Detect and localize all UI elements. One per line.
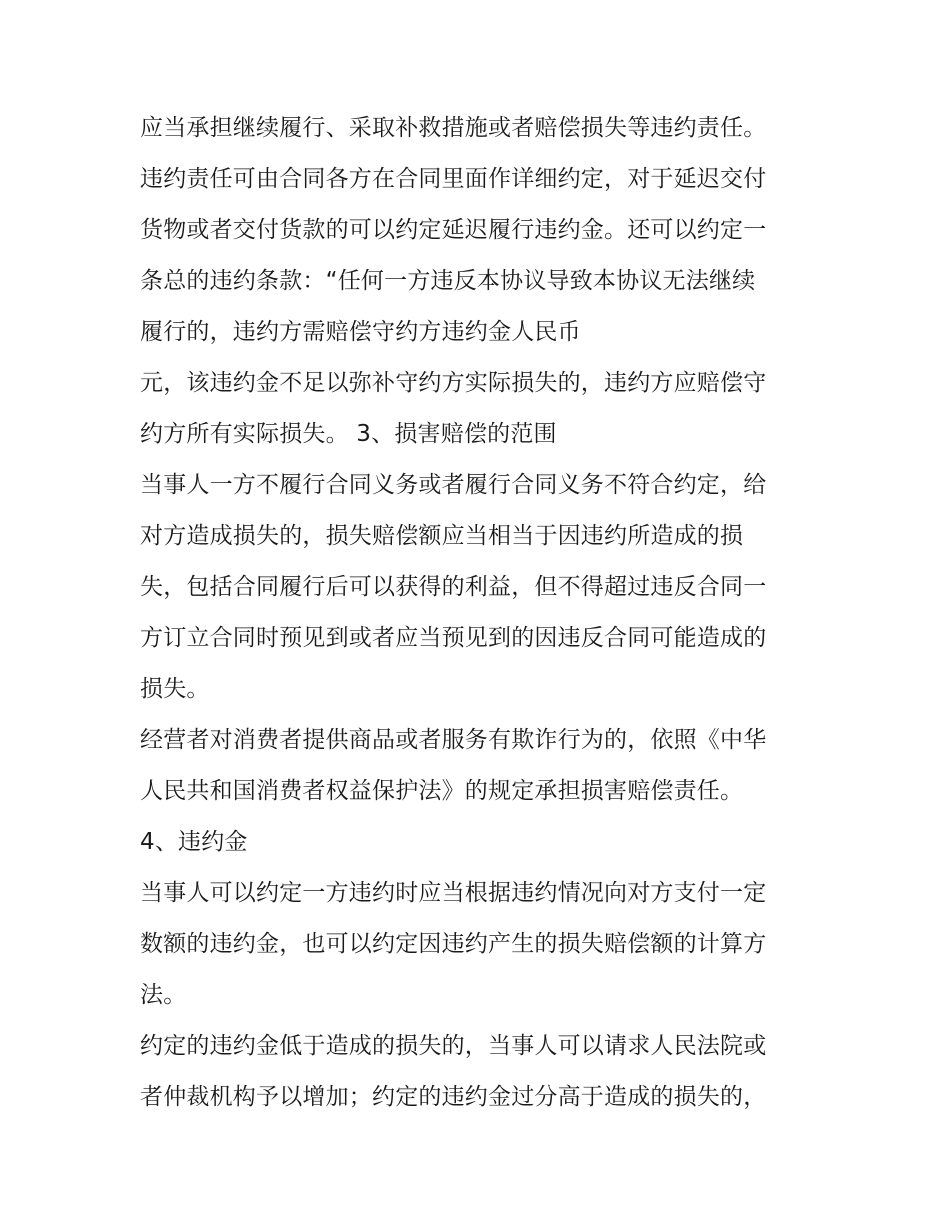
text-line: 人民共和国消费者权益保护法》的规定承担损害赔偿责任。	[140, 778, 744, 804]
text-line: 方订立合同时预见到或者应当预见到的因违反合同可能造成的	[140, 625, 767, 651]
text-line: 数额的违约金，也可以约定因违约产生的损失赔偿额的计算方	[140, 931, 767, 957]
text-line: 损失。	[140, 676, 210, 702]
text-line: 经营者对消费者提供商品或者服务有欺诈行为的，依照《中华	[140, 727, 767, 753]
text-line: 约定的违约金低于造成的损失的，当事人可以请求人民法院或	[140, 1033, 767, 1059]
text-line: 法。	[140, 982, 187, 1008]
section-heading: 4、违约金	[140, 829, 248, 855]
text-line: 当事人可以约定一方违约时应当根据违约情况向对方支付一定	[140, 880, 767, 906]
text-line: 违约责任可由合同各方在合同里面作详细约定，对于延迟交付	[140, 166, 767, 192]
text-line: 应当承担继续履行、采取补救措施或者赔偿损失等违约责任。	[140, 115, 767, 141]
text-line: 履行的，违约方需赔偿守约方违约金人民币	[140, 319, 581, 345]
text-line: 条总的违约条款：“任何一方违反本协议导致本协议无法继续	[140, 268, 756, 294]
document-body	[140, 103, 820, 1123]
text-line: 者仲裁机构予以增加；约定的违约金过分高于造成的损失的，	[140, 1084, 767, 1110]
text-line: 约方所有实际损失。 3、损害赔偿的范围	[140, 421, 557, 447]
text-line: 货物或者交付货款的可以约定延迟履行违约金。还可以约定一	[140, 217, 767, 243]
text-line: 元，该违约金不足以弥补守约方实际损失的，违约方应赔偿守	[140, 370, 767, 396]
text-line: 对方造成损失的，损失赔偿额应当相当于因违约所造成的损	[140, 523, 744, 549]
text-line: 失，包括合同履行后可以获得的利益，但不得超过违反合同一	[140, 574, 767, 600]
text-line: 当事人一方不履行合同义务或者履行合同义务不符合约定，给	[140, 472, 767, 498]
